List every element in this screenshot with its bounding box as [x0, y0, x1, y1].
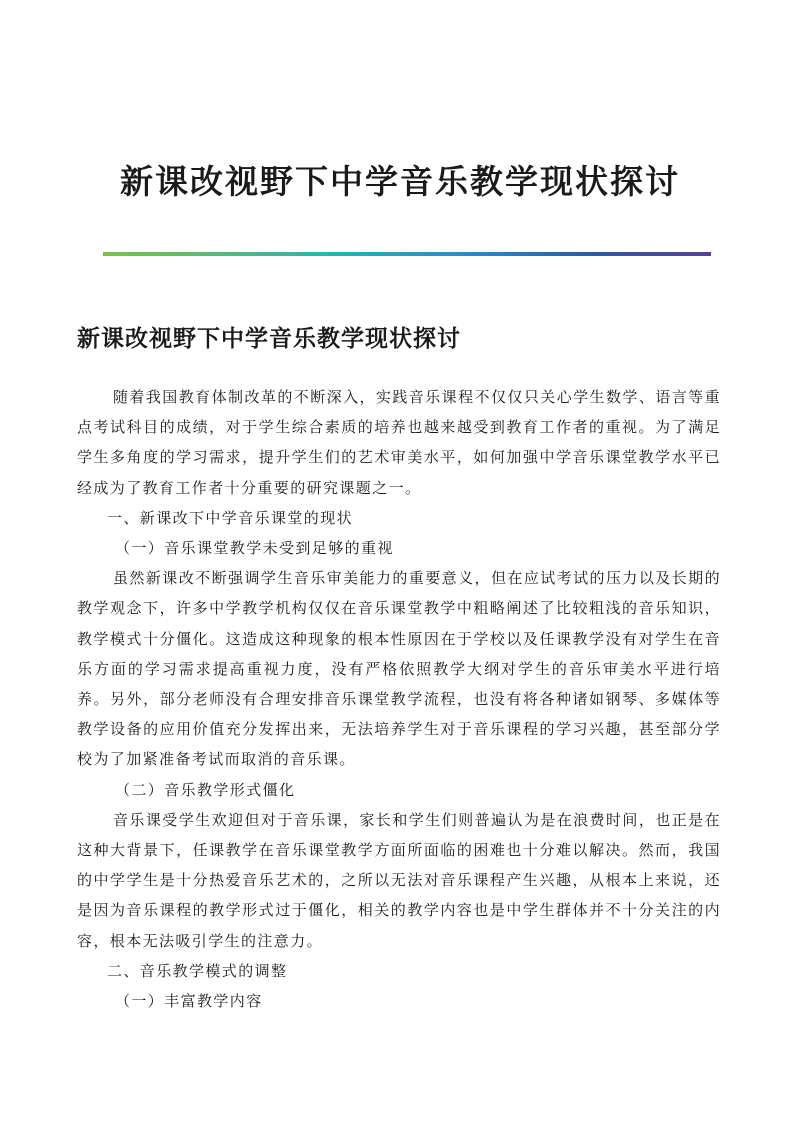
- paragraph-1-1: 虽然新课改不断强调学生音乐审美能力的重要意义，但在应试考试的压力以及长期的教学观念下，许多中学教学机构仅仅在音乐课堂教学中粗略阐述了比较粗浅的音乐知识，教学模式十分僵化。这造成这种现象的根本性原因在于学校以及任课教学没有对学生在音乐方面的学习需求提高重视力度，没有严格依照教学大纲对学生的音乐审美水平进行培养。另外，部分老师没有合理安排音乐课堂教学流程，也没有将各种诸如钢琴、多媒体等教学设备的应用价值充分发挥出来，无法培养学生对于音乐课程的学习兴趣，甚至部分学校为了加紧准备考试而取消的音乐课。: [77, 569, 721, 769]
- subheading-1-2: （二）音乐教学形式僵化: [115, 780, 296, 799]
- intro-paragraph: 随着我国教育体制改革的不断深入，实践音乐课程不仅仅只关心学生数学、语言等重点考试科目的成绩，对于学生综合素质的培养也越来越受到教育工作者的重视。为了满足学生多角度的学习需求，提升学生们的艺术审美水平，如何加强中学音乐课堂教学水平已经成为了教育工作者十分重要的研究课题之一。: [77, 388, 721, 497]
- document-body: [77, 382, 721, 1016]
- section-heading: 新课改视野下中学音乐教学现状探讨: [77, 325, 461, 352]
- heading-part-one: 一、新课改下中学音乐课堂的现状: [107, 508, 354, 527]
- title-divider: [103, 252, 711, 256]
- subheading-2-1: （一）丰富教学内容: [115, 992, 263, 1011]
- cover-title: 新课改视野下中学音乐教学现状探讨: [120, 162, 680, 201]
- paragraph-1-2: 音乐课受学生欢迎但对于音乐课，家长和学生们则普遍认为是在浪费时间，也正是在这种大背景下，任课教学在音乐课堂教学方面所面临的困难也十分难以解决。然而，我国的中学学生是十分热爱音乐艺术的，之所以无法对音乐课程产生兴趣，从根本上来说，还是因为音乐课程的教学形式过于僵化，相关的教学内容也是中学生群体并不十分关注的内容，根本无法吸引学生的注意力。: [77, 810, 721, 950]
- heading-part-two: 二、音乐教学模式的调整: [107, 961, 288, 980]
- subheading-1-1: （一）音乐课堂教学未受到足够的重视: [115, 539, 394, 558]
